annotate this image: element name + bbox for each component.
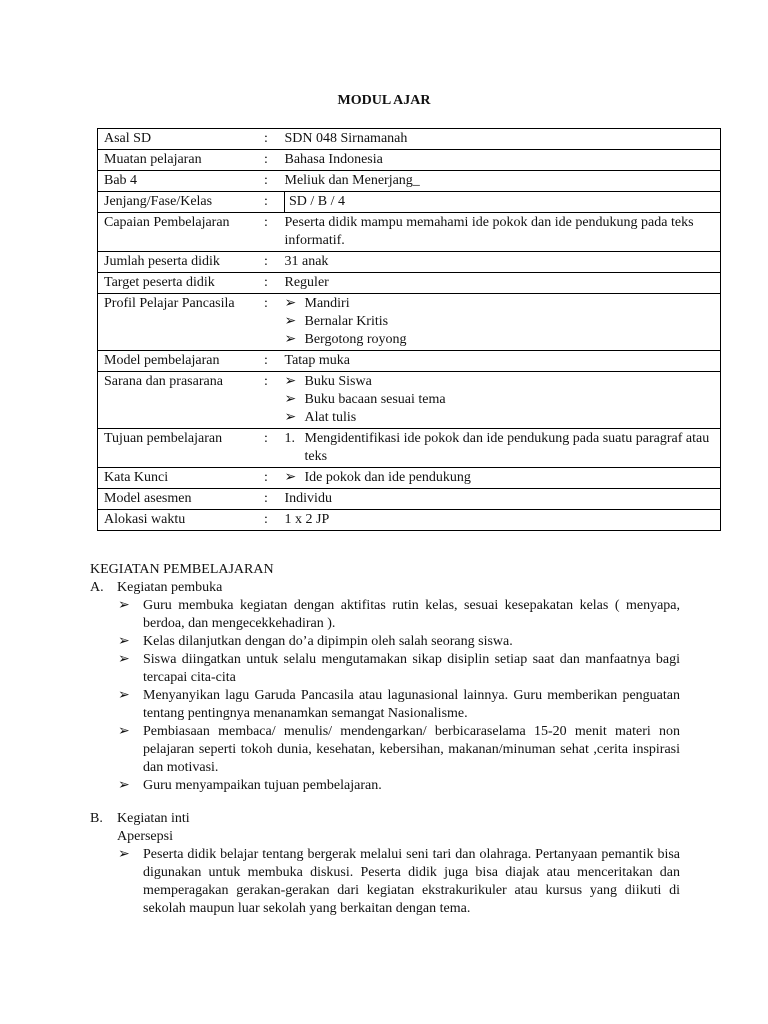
arrow-bullet-icon: ➢ xyxy=(284,470,297,485)
row-label: Model pembelajaran xyxy=(98,351,265,372)
list-item xyxy=(90,597,680,633)
list-item xyxy=(285,331,721,349)
list-item-text: Kelas dilanjutkan dengan do’a dipimpin oleh salah seorang siswa. xyxy=(143,634,513,649)
row-value: Tatap muka xyxy=(285,351,721,372)
row-label: Muatan pelajaran xyxy=(98,150,265,171)
list-item xyxy=(90,687,680,723)
bullet-list xyxy=(285,295,721,349)
row-colon: : xyxy=(264,294,285,351)
row-label: Kata Kunci xyxy=(98,468,265,489)
table-row xyxy=(98,171,721,192)
document-title: MODUL AJAR xyxy=(337,93,431,108)
activities-section xyxy=(90,561,680,795)
row-colon: : xyxy=(264,468,285,489)
row-value: Reguler xyxy=(285,273,721,294)
row-value: SD / B / 4 xyxy=(285,192,721,213)
table-row xyxy=(98,213,721,252)
row-value xyxy=(285,468,721,489)
list-item xyxy=(90,633,680,651)
table-row xyxy=(98,150,721,171)
arrow-bullet-icon: ➢ xyxy=(284,296,297,311)
row-colon: : xyxy=(264,351,285,372)
section-b-title: Kegiatan inti xyxy=(117,811,190,826)
row-value xyxy=(285,429,721,468)
list-item xyxy=(90,846,680,918)
arrow-bullet-icon: ➢ xyxy=(118,652,130,667)
arrow-bullet-icon: ➢ xyxy=(118,598,130,613)
bullet-list xyxy=(285,373,721,427)
list-item-text: Mengidentifikasi ide pokok dan ide pendukung pada suatu paragraf atau teks xyxy=(304,431,710,464)
arrow-bullet-icon: ➢ xyxy=(284,314,297,329)
list-item xyxy=(285,391,721,409)
table-row xyxy=(98,129,721,150)
list-item-text: Guru menyampaikan tujuan pembelajaran. xyxy=(143,778,382,793)
list-number: 1. xyxy=(284,431,295,446)
list-item-text: Guru membuka kegiatan dengan aktifitas rutin kelas, sesuai kesepakatan kelas ( menyapa, berdoa, dan mengecekkehadiran ). xyxy=(143,598,680,631)
table-row xyxy=(98,273,721,294)
row-label: Profil Pelajar Pancasila xyxy=(98,294,265,351)
row-value: Peserta didik mampu memahami ide pokok dan ide pendukung pada teks informatif. xyxy=(285,213,721,252)
row-value: Meliuk dan Menerjang_ xyxy=(285,171,721,192)
list-item-text: Bernalar Kritis xyxy=(304,314,389,329)
list-item-text: Mandiri xyxy=(304,296,350,311)
list-item xyxy=(90,723,680,777)
table-row xyxy=(98,294,721,351)
row-label: Sarana dan prasarana xyxy=(98,372,265,429)
row-value: SDN 048 Sirnamanah xyxy=(285,129,721,150)
row-colon: : xyxy=(264,489,285,510)
list-item-text: Siswa diingatkan untuk selalu mengutamakan sikap disiplin setiap saat dan manfaatnya bagi tercapai cita-cita xyxy=(143,652,680,685)
arrow-bullet-icon: ➢ xyxy=(118,634,130,649)
info-table xyxy=(97,128,721,531)
list-item-text: Buku bacaan sesuai tema xyxy=(304,392,446,407)
numbered-list xyxy=(285,430,721,466)
row-value xyxy=(285,294,721,351)
list-item xyxy=(285,430,721,466)
row-label: Capaian Pembelajaran xyxy=(98,213,265,252)
arrow-bullet-icon: ➢ xyxy=(118,688,130,703)
list-item-text: Peserta didik belajar tentang bergerak melalui seni tari dan olahraga. Pertanyaan pemantik bisa digunakan untuk membuka diskusi. Peserta didik juga bisa diajak atau menceritakan dan memperagakan gerakan-gerakan dari kegiatan ekstrakurikuler atau kursus yang diikuti di sekolah maupun luar sekolah yang berkaitan dengan tema. xyxy=(143,847,680,916)
list-item xyxy=(90,651,680,687)
row-value: Bahasa Indonesia xyxy=(285,150,721,171)
row-colon: : xyxy=(264,273,285,294)
section-a-title: Kegiatan pembuka xyxy=(117,580,223,595)
table-row xyxy=(98,351,721,372)
list-item-text: Menyanyikan lagu Garuda Pancasila atau lagunasional lainnya. Guru memberikan penguatan tentang pentingnya menanamkan semangat Nasionalisme. xyxy=(143,688,680,721)
arrow-bullet-icon: ➢ xyxy=(118,847,130,862)
row-colon: : xyxy=(264,213,285,252)
table-row xyxy=(98,489,721,510)
list-item xyxy=(285,469,721,487)
arrow-bullet-icon: ➢ xyxy=(118,778,130,793)
table-row xyxy=(98,252,721,273)
activities-heading: KEGIATAN PEMBELAJARAN xyxy=(90,562,274,577)
list-item-text: Pembiasaan membaca/ menulis/ mendengarkan/ berbicaraselama 15-20 menit materi non pelajaran seperti tokoh dunia, kesehatan, kebersihan, makanan/minuman sehat ,cerita inspirasi dan motivasi. xyxy=(143,724,680,775)
list-item xyxy=(285,409,721,427)
row-value: 31 anak xyxy=(285,252,721,273)
list-item xyxy=(90,777,680,795)
section-b-heading xyxy=(90,810,680,828)
section-b xyxy=(90,810,680,918)
table-row xyxy=(98,468,721,489)
row-colon: : xyxy=(264,372,285,429)
section-a-list xyxy=(90,597,680,795)
arrow-bullet-icon: ➢ xyxy=(284,392,297,407)
row-label: Asal SD xyxy=(98,129,265,150)
arrow-bullet-icon: ➢ xyxy=(284,374,297,389)
row-label: Alokasi waktu xyxy=(98,510,265,531)
row-colon: : xyxy=(264,192,285,213)
bullet-list xyxy=(285,469,721,487)
row-label: Jenjang/Fase/Kelas xyxy=(98,192,265,213)
table-row xyxy=(98,192,721,213)
row-value xyxy=(285,372,721,429)
section-a-letter: A. xyxy=(90,580,104,595)
table-row xyxy=(98,429,721,468)
table-row xyxy=(98,510,721,531)
list-item-text: Buku Siswa xyxy=(304,374,372,389)
list-item xyxy=(285,313,721,331)
list-item xyxy=(285,373,721,391)
row-colon: : xyxy=(264,252,285,273)
row-label: Target peserta didik xyxy=(98,273,265,294)
list-item-text: Ide pokok dan ide pendukung xyxy=(304,470,471,485)
row-label: Model asesmen xyxy=(98,489,265,510)
row-label: Bab 4 xyxy=(98,171,265,192)
list-item-text: Alat tulis xyxy=(304,410,357,425)
list-item xyxy=(285,295,721,313)
arrow-bullet-icon: ➢ xyxy=(284,332,297,347)
row-colon: : xyxy=(264,150,285,171)
section-a-heading xyxy=(90,579,680,597)
section-b-list xyxy=(90,846,680,918)
row-label: Tujuan pembelajaran xyxy=(98,429,265,468)
arrow-bullet-icon: ➢ xyxy=(118,724,130,739)
list-item-text: Bergotong royong xyxy=(304,332,407,347)
row-label: Jumlah peserta didik xyxy=(98,252,265,273)
arrow-bullet-icon: ➢ xyxy=(284,410,297,425)
row-colon: : xyxy=(264,510,285,531)
section-b-letter: B. xyxy=(90,811,103,826)
row-value: 1 x 2 JP xyxy=(285,510,721,531)
row-colon: : xyxy=(264,171,285,192)
row-colon: : xyxy=(264,129,285,150)
section-b-subtitle: Apersepsi xyxy=(117,829,173,844)
table-row xyxy=(98,372,721,429)
row-colon: : xyxy=(264,429,285,468)
row-value: Individu xyxy=(285,489,721,510)
